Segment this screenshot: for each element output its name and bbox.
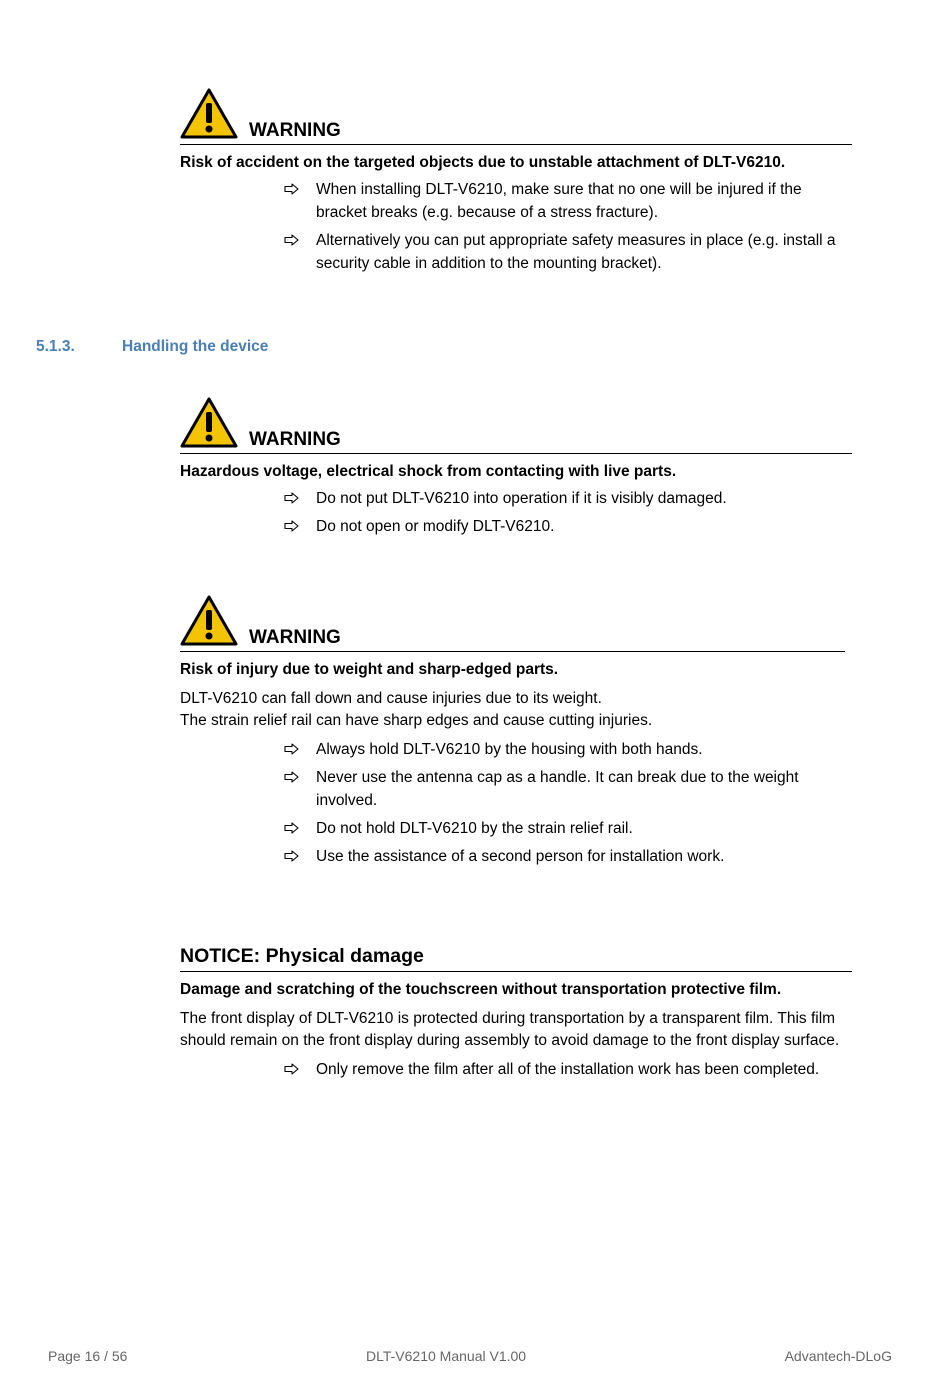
list-item (180, 766, 845, 812)
warning-title: WARNING (249, 120, 341, 141)
warning-headline: Hazardous voltage, electrical shock from contacting with live parts. (180, 463, 677, 480)
step-text: Do not hold DLT-V6210 by the strain relief rail. (316, 820, 633, 837)
step-text: Do not put DLT-V6210 into operation if it is visibly damaged. (316, 490, 727, 507)
notice-headline: Damage and scratching of the touchscreen without transportation protective film. (180, 981, 782, 998)
arrow-right-icon (284, 771, 299, 783)
warning-block-accident (180, 88, 852, 280)
arrow-right-icon (284, 743, 299, 755)
step-text: When installing DLT-V6210, make sure that no one will be injured if the bracket breaks (e.g. because of a stress fracture). (316, 181, 802, 221)
step-list (180, 1058, 852, 1081)
notice-block-physical-damage (180, 945, 852, 1086)
warning-header (180, 397, 852, 454)
list-item (180, 229, 852, 275)
arrow-right-icon (284, 520, 299, 532)
list-item (180, 487, 852, 510)
list-item (180, 817, 845, 840)
warning-header (180, 595, 845, 652)
section-number: 5.1.3. (36, 338, 75, 355)
footer-company: Advantech-DLoG (784, 1348, 892, 1364)
warning-header (180, 88, 852, 145)
arrow-right-icon (284, 1063, 299, 1075)
step-list (180, 178, 852, 275)
step-list (180, 487, 852, 538)
footer-document-title: DLT-V6210 Manual V1.00 (366, 1348, 527, 1364)
description-line: The strain relief rail can have sharp edges and cause cutting injuries. (180, 712, 653, 729)
step-text: Only remove the film after all of the installation work has been completed. (316, 1061, 820, 1078)
warning-triangle-icon (180, 595, 238, 647)
arrow-right-icon (284, 183, 299, 195)
warning-headline: Risk of injury due to weight and sharp-edged parts. (180, 661, 559, 678)
section-title: Handling the device (122, 338, 269, 355)
arrow-right-icon (284, 492, 299, 504)
arrow-right-icon (284, 234, 299, 246)
list-item (180, 845, 845, 868)
step-list (180, 738, 845, 868)
footer-page-number: Page 16 / 56 (48, 1348, 128, 1364)
arrow-right-icon (284, 822, 299, 834)
warning-title: WARNING (249, 429, 341, 450)
step-text: Always hold DLT-V6210 by the housing with both hands. (316, 741, 703, 758)
list-item (180, 515, 852, 538)
list-item (180, 178, 852, 224)
step-text: Do not open or modify DLT-V6210. (316, 518, 555, 535)
warning-description (180, 688, 845, 732)
step-text: Never use the antenna cap as a handle. It can break due to the weight involved. (316, 769, 799, 809)
warning-block-voltage (180, 397, 852, 543)
notice-description: The front display of DLT-V6210 is protected during transportation by a transparent film. This film should remain on the front display during assembly to avoid damage to the front display surface. (180, 1010, 840, 1049)
list-item (180, 1058, 852, 1081)
warning-triangle-icon (180, 397, 238, 449)
notice-title: NOTICE: Physical damage (180, 945, 852, 972)
warning-block-weight (180, 595, 845, 873)
warning-headline: Risk of accident on the targeted objects due to unstable attachment of DLT-V6210. (180, 154, 786, 171)
warning-title: WARNING (249, 627, 341, 648)
list-item (180, 738, 845, 761)
step-text: Use the assistance of a second person for installation work. (316, 848, 725, 865)
description-line: DLT-V6210 can fall down and cause injuries due to its weight. (180, 690, 602, 707)
arrow-right-icon (284, 850, 299, 862)
warning-triangle-icon (180, 88, 238, 140)
step-text: Alternatively you can put appropriate safety measures in place (e.g. install a security cable in addition to the mounting bracket). (316, 232, 836, 272)
